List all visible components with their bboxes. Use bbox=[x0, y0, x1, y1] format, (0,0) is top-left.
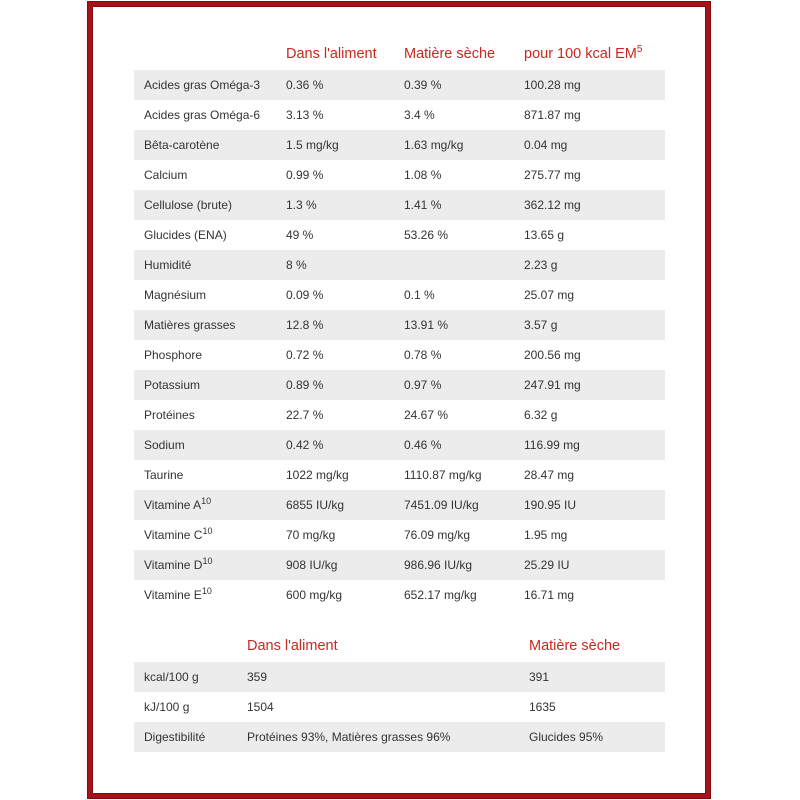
header-label bbox=[134, 38, 276, 70]
dry-matter-value: 53.26 % bbox=[394, 220, 514, 250]
energy-dry-matter-value: 1635 bbox=[519, 692, 665, 722]
table-row bbox=[134, 190, 665, 220]
per-100kcal-value: 25.07 mg bbox=[514, 280, 665, 310]
as-fed-value: 3.13 % bbox=[276, 100, 394, 130]
energy-dry-matter-value: 391 bbox=[519, 662, 665, 692]
nutrient-name: Potassium bbox=[144, 378, 201, 392]
nutrient-name: Humidité bbox=[144, 258, 192, 272]
nutrient-name-cell bbox=[134, 160, 276, 190]
dry-matter-value: 76.09 mg/kg bbox=[394, 520, 514, 550]
nutrient-name: Bêta-carotène bbox=[144, 138, 220, 152]
per-100kcal-value: 25.29 IU bbox=[514, 550, 665, 580]
table-row bbox=[134, 220, 665, 250]
dry-matter-value: 0.39 % bbox=[394, 70, 514, 100]
nutrient-name: Taurine bbox=[144, 468, 184, 482]
dry-matter-value: 0.46 % bbox=[394, 430, 514, 460]
as-fed-value: 0.99 % bbox=[276, 160, 394, 190]
nutrient-name: Protéines bbox=[144, 408, 195, 422]
per-100kcal-value: 0.04 mg bbox=[514, 130, 665, 160]
nutrient-name-cell bbox=[134, 190, 276, 220]
dry-matter-value: 0.78 % bbox=[394, 340, 514, 370]
nutrient-name: Acides gras Oméga-6 bbox=[144, 108, 261, 122]
header-footnote-ref: 5 bbox=[636, 44, 643, 56]
nutrient-name: Cellulose (brute) bbox=[144, 198, 233, 212]
nutrient-name: Matières grasses bbox=[144, 318, 236, 332]
table-row bbox=[134, 550, 665, 580]
table-row bbox=[134, 520, 665, 550]
footnote-ref: 10 bbox=[202, 526, 213, 536]
nutrient-name-cell bbox=[134, 280, 276, 310]
nutrient-name-cell bbox=[134, 550, 276, 580]
nutrient-name-cell bbox=[134, 580, 276, 610]
nutrient-name-cell bbox=[134, 520, 276, 550]
energy-dry-matter-value: Glucides 95% bbox=[519, 722, 665, 752]
table-row bbox=[134, 692, 665, 722]
per-100kcal-value: 16.71 mg bbox=[514, 580, 665, 610]
energy-as-fed-value: 1504 bbox=[237, 692, 519, 722]
table-row bbox=[134, 250, 665, 280]
as-fed-value: 908 IU/kg bbox=[276, 550, 394, 580]
table-row bbox=[134, 400, 665, 430]
as-fed-value: 0.89 % bbox=[276, 370, 394, 400]
per-100kcal-value: 247.91 mg bbox=[514, 370, 665, 400]
dry-matter-value: 0.97 % bbox=[394, 370, 514, 400]
header-per-100kcal bbox=[514, 38, 665, 70]
table-row bbox=[134, 160, 665, 190]
table-row bbox=[134, 280, 665, 310]
as-fed-value: 0.42 % bbox=[276, 430, 394, 460]
as-fed-value: 6855 IU/kg bbox=[276, 490, 394, 520]
table-row bbox=[134, 100, 665, 130]
nutrient-name-cell bbox=[134, 250, 276, 280]
energy-table-body bbox=[134, 662, 665, 752]
footnote-ref: 10 bbox=[202, 556, 213, 566]
as-fed-value: 0.72 % bbox=[276, 340, 394, 370]
per-100kcal-value: 1.95 mg bbox=[514, 520, 665, 550]
per-100kcal-value: 116.99 mg bbox=[514, 430, 665, 460]
nutrient-name: Vitamine E bbox=[144, 588, 202, 602]
nutrient-name: Calcium bbox=[144, 168, 188, 182]
per-100kcal-value: 275.77 mg bbox=[514, 160, 665, 190]
nutrient-name: Vitamine C bbox=[144, 528, 203, 542]
per-100kcal-value: 100.28 mg bbox=[514, 70, 665, 100]
header-per-100kcal-text: pour 100 kcal EM bbox=[524, 46, 637, 62]
as-fed-value: 8 % bbox=[276, 250, 394, 280]
energy-header-as-fed: Dans l'aliment bbox=[247, 638, 338, 654]
energy-as-fed-value: 359 bbox=[237, 662, 519, 692]
per-100kcal-value: 13.65 g bbox=[514, 220, 665, 250]
nutrient-table-body bbox=[134, 70, 665, 610]
as-fed-value: 22.7 % bbox=[276, 400, 394, 430]
nutrient-name: Magnésium bbox=[144, 288, 207, 302]
header-dry-matter: Matière sèche bbox=[404, 46, 496, 62]
footnote-ref: 10 bbox=[201, 496, 212, 506]
as-fed-value: 0.36 % bbox=[276, 70, 394, 100]
nutrient-name: Phosphore bbox=[144, 348, 203, 362]
as-fed-value: 0.09 % bbox=[276, 280, 394, 310]
nutrient-name-cell bbox=[134, 430, 276, 460]
nutrient-name: Glucides (ENA) bbox=[144, 228, 227, 242]
nutrient-name: Acides gras Oméga-3 bbox=[144, 78, 261, 92]
table-row bbox=[134, 70, 665, 100]
per-100kcal-value: 362.12 mg bbox=[514, 190, 665, 220]
energy-name: kJ/100 g bbox=[134, 692, 237, 722]
per-100kcal-value: 28.47 mg bbox=[514, 460, 665, 490]
per-100kcal-value: 2.23 g bbox=[514, 250, 665, 280]
energy-header-label bbox=[134, 630, 237, 662]
dry-matter-value: 652.17 mg/kg bbox=[394, 580, 514, 610]
dry-matter-value: 7451.09 IU/kg bbox=[394, 490, 514, 520]
energy-as-fed-value: Protéines 93%, Matières grasses 96% bbox=[237, 722, 519, 752]
energy-name: kcal/100 g bbox=[134, 662, 237, 692]
dry-matter-value bbox=[394, 250, 514, 280]
dry-matter-value: 1.08 % bbox=[394, 160, 514, 190]
dry-matter-value: 1.63 mg/kg bbox=[394, 130, 514, 160]
dry-matter-value: 0.1 % bbox=[394, 280, 514, 310]
energy-table bbox=[134, 630, 665, 752]
dry-matter-value: 3.4 % bbox=[394, 100, 514, 130]
table-row bbox=[134, 310, 665, 340]
nutrient-name: Vitamine D bbox=[144, 558, 203, 572]
nutrient-name-cell bbox=[134, 460, 276, 490]
nutrient-table bbox=[134, 38, 665, 610]
energy-header-dry-matter: Matière sèche bbox=[529, 638, 621, 654]
dry-matter-value: 13.91 % bbox=[394, 310, 514, 340]
nutrient-name-cell bbox=[134, 220, 276, 250]
header-as-fed: Dans l'aliment bbox=[286, 46, 377, 62]
table-row bbox=[134, 722, 665, 752]
table-row bbox=[134, 130, 665, 160]
table-row bbox=[134, 662, 665, 692]
table-row bbox=[134, 460, 665, 490]
per-100kcal-value: 6.32 g bbox=[514, 400, 665, 430]
nutrient-name-cell bbox=[134, 130, 276, 160]
table-row bbox=[134, 340, 665, 370]
nutrient-name-cell bbox=[134, 490, 276, 520]
dry-matter-value: 24.67 % bbox=[394, 400, 514, 430]
nutrient-name: Sodium bbox=[144, 438, 185, 452]
energy-name: Digestibilité bbox=[134, 722, 237, 752]
nutrient-name-cell bbox=[134, 400, 276, 430]
table-row bbox=[134, 580, 665, 610]
per-100kcal-value: 871.87 mg bbox=[514, 100, 665, 130]
as-fed-value: 1.3 % bbox=[276, 190, 394, 220]
as-fed-value: 1022 mg/kg bbox=[276, 460, 394, 490]
as-fed-value: 70 mg/kg bbox=[276, 520, 394, 550]
nutrient-name-cell bbox=[134, 70, 276, 100]
table-row bbox=[134, 490, 665, 520]
dry-matter-value: 1110.87 mg/kg bbox=[394, 460, 514, 490]
nutrient-name-cell bbox=[134, 340, 276, 370]
dry-matter-value: 1.41 % bbox=[394, 190, 514, 220]
as-fed-value: 600 mg/kg bbox=[276, 580, 394, 610]
nutrient-table-header bbox=[134, 38, 665, 70]
per-100kcal-value: 190.95 IU bbox=[514, 490, 665, 520]
table-row bbox=[134, 430, 665, 460]
per-100kcal-value: 3.57 g bbox=[514, 310, 665, 340]
as-fed-value: 49 % bbox=[276, 220, 394, 250]
energy-table-header bbox=[134, 630, 665, 662]
per-100kcal-value: 200.56 mg bbox=[514, 340, 665, 370]
nutrient-name-cell bbox=[134, 370, 276, 400]
nutrient-name-cell bbox=[134, 310, 276, 340]
as-fed-value: 1.5 mg/kg bbox=[276, 130, 394, 160]
table-row bbox=[134, 370, 665, 400]
dry-matter-value: 986.96 IU/kg bbox=[394, 550, 514, 580]
footnote-ref: 10 bbox=[201, 586, 212, 596]
nutrient-name-cell bbox=[134, 100, 276, 130]
nutrient-name: Vitamine A bbox=[144, 498, 202, 512]
as-fed-value: 12.8 % bbox=[276, 310, 394, 340]
